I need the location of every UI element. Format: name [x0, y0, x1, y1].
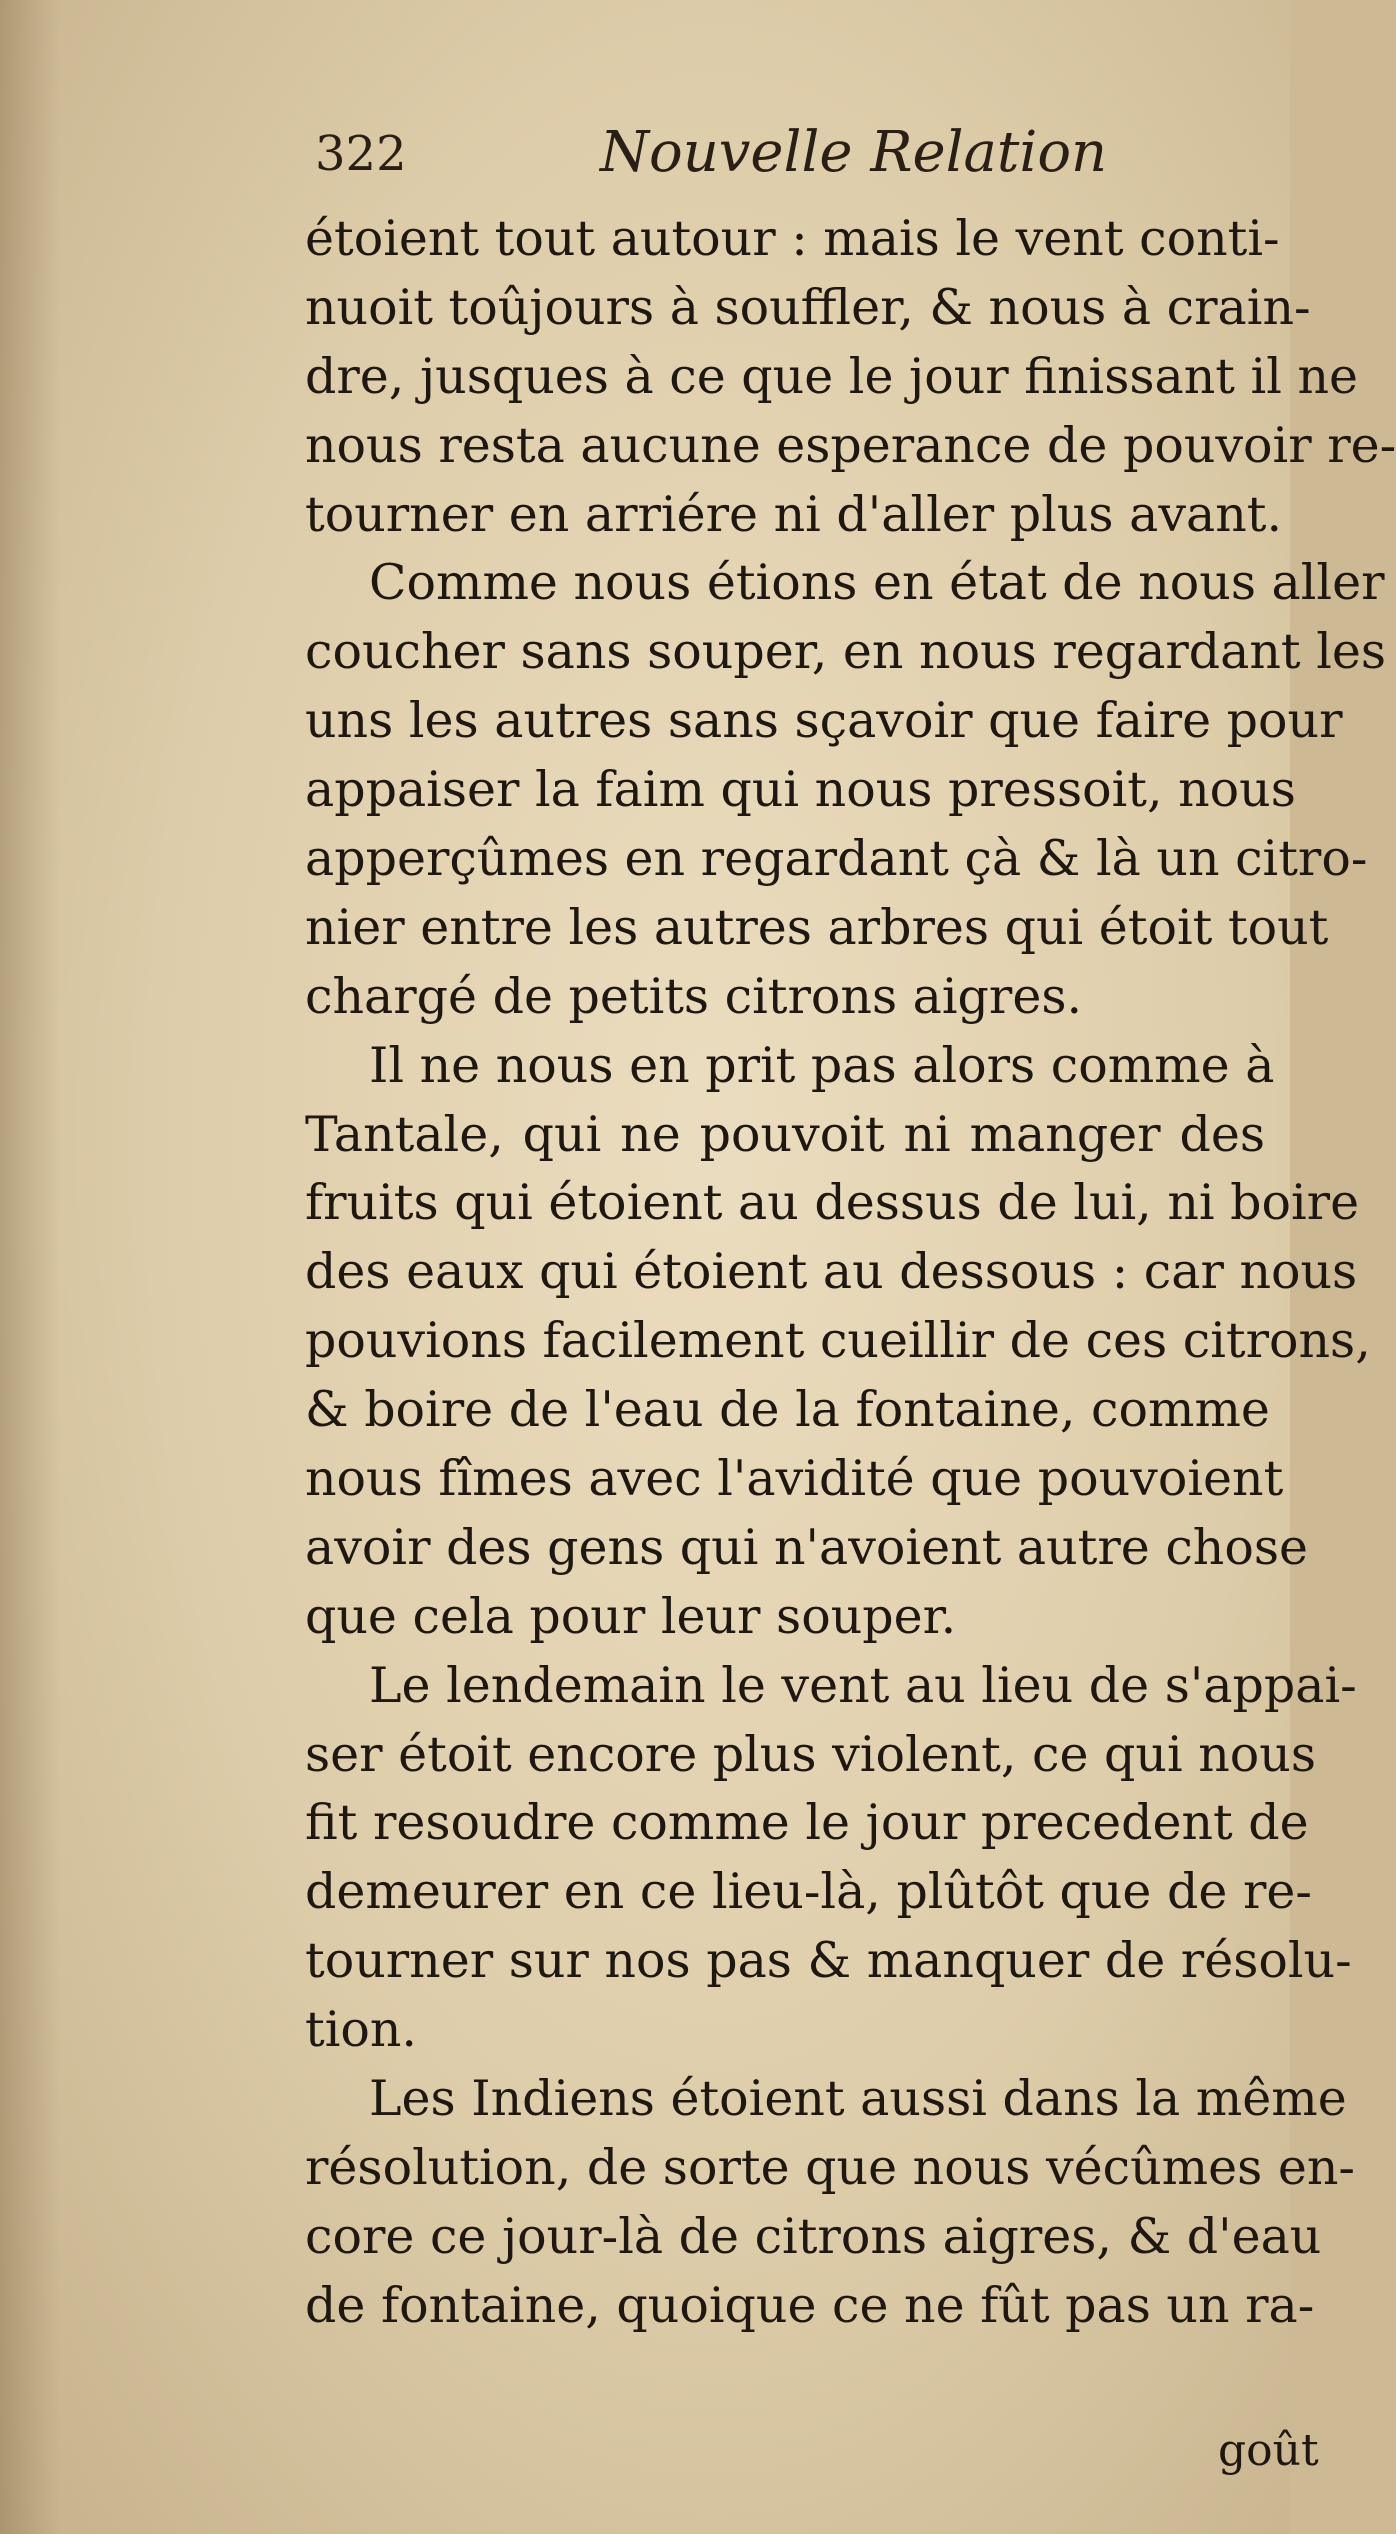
text-line: tourner en arriére ni d'aller plus avant.: [305, 485, 1283, 543]
text-line: nous resta aucune esperance de pouvoir re-: [305, 416, 1396, 474]
text-line: uns les autres sans sçavoir que faire pour: [305, 692, 1343, 750]
text-line: tion.: [305, 2001, 417, 2059]
text-line: étoient tout autour : mais le vent conti-: [305, 210, 1280, 267]
text-line: demeurer en ce lieu-là, plûtôt que de re-: [305, 1863, 1312, 1921]
running-head: [315, 120, 1215, 200]
text-line: apperçûmes en regardant çà & là un citro-: [305, 830, 1368, 888]
text-line: core ce jour-là de citrons aigres, & d'eau: [305, 2207, 1322, 2265]
text-line: pouvions facilement cueillir de ces citrons,: [305, 1312, 1371, 1370]
text-line: nous fîmes avec l'avidité que pouvoient: [305, 1450, 1284, 1508]
text-line: avoir des gens qui n'avoient autre chose: [305, 1518, 1308, 1576]
text-line: & boire de l'eau de la fontaine, comme: [305, 1381, 1270, 1439]
text-line: des eaux qui étoient au dessous : car nous: [305, 1243, 1358, 1301]
text-line: fruits qui étoient au dessus de lui, ni boire: [305, 1174, 1360, 1232]
paragraph-start-line: Le lendemain le vent au lieu de s'appai-: [369, 1656, 1357, 1714]
body-text: [305, 205, 1396, 2341]
text-line: que cela pour leur souper.: [305, 1587, 957, 1645]
page-number: 322: [315, 126, 407, 182]
text-line: fit resoudre comme le jour precedent de: [305, 1794, 1309, 1852]
paragraph-start-line: Comme nous étions en état de nous aller: [369, 554, 1385, 612]
text-line: dre, jusques à ce que le jour finissant il ne: [305, 347, 1358, 405]
text-line: Tantale, qui ne pouvoit ni manger des: [305, 1105, 1265, 1163]
running-title: Nouvelle Relation: [600, 120, 1108, 185]
text-line: tourner sur nos pas & manquer de résolu-: [305, 1932, 1352, 1990]
catchword: goût: [1218, 2425, 1319, 2476]
text-line: résolution, de sorte que nous vécûmes en-: [305, 2138, 1355, 2196]
text-line: ser étoit encore plus violent, ce qui nous: [305, 1725, 1316, 1783]
text-line: coucher sans souper, en nous regardant les: [305, 623, 1387, 681]
text-line: nier entre les autres arbres qui étoit tout: [305, 898, 1329, 956]
paragraph-start-line: Les Indiens étoient aussi dans la même: [369, 2070, 1347, 2128]
text-line: nuoit toûjours à souffler, & nous à crain-: [305, 278, 1311, 336]
text-line: chargé de petits citrons aigres.: [305, 967, 1083, 1025]
paragraph-start-line: Il ne nous en prit pas alors comme à: [369, 1036, 1275, 1094]
text-line: appaiser la faim qui nous pressoit, nous: [305, 761, 1296, 819]
text-line: de fontaine, quoique ce ne fût pas un ra-: [305, 2276, 1315, 2334]
